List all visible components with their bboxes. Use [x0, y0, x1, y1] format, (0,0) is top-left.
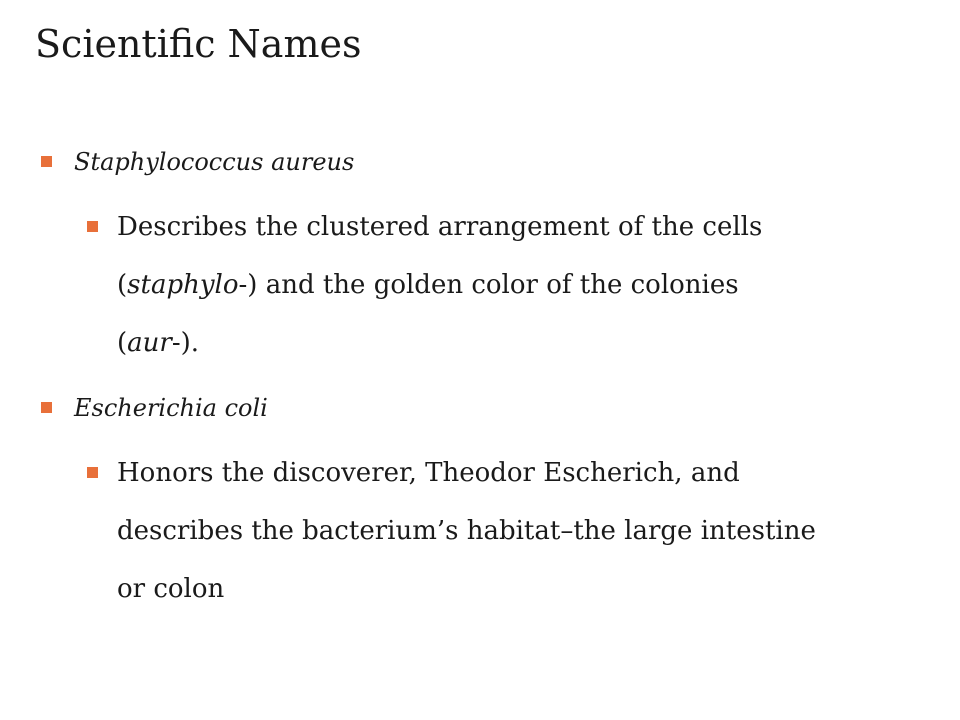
description-line: or colon — [117, 574, 225, 604]
description-line: Honors the discoverer, Theodor Escherich, and — [117, 458, 740, 488]
latin-term: aur — [127, 328, 172, 358]
description-line — [117, 256, 762, 314]
sub-bullet-escherichia-description — [117, 444, 816, 618]
bullet-staphylococcus-name: Staphylococcus aureus — [74, 148, 355, 176]
description-line: Describes the clustered arrangement of the cells — [117, 212, 763, 242]
latin-term: staphylo — [127, 270, 239, 300]
bullet-escherichia-name: Escherichia coli — [74, 394, 268, 422]
bullet-marker — [41, 402, 52, 413]
text-fragment: ( — [117, 270, 128, 300]
description-line: describes the bacterium’s habitat–the large intestine — [117, 516, 816, 546]
sub-bullet-staphylococcus-description — [117, 198, 762, 372]
slide-title: Scientific Names — [35, 22, 362, 66]
text-fragment: ( — [117, 328, 128, 358]
bullet-marker — [41, 156, 52, 167]
sub-bullet-marker — [87, 467, 98, 478]
sub-bullet-marker — [87, 221, 98, 232]
text-fragment: -). — [171, 328, 200, 358]
description-line — [117, 314, 762, 372]
text-fragment: -) and the golden color of the colonies — [238, 270, 739, 300]
